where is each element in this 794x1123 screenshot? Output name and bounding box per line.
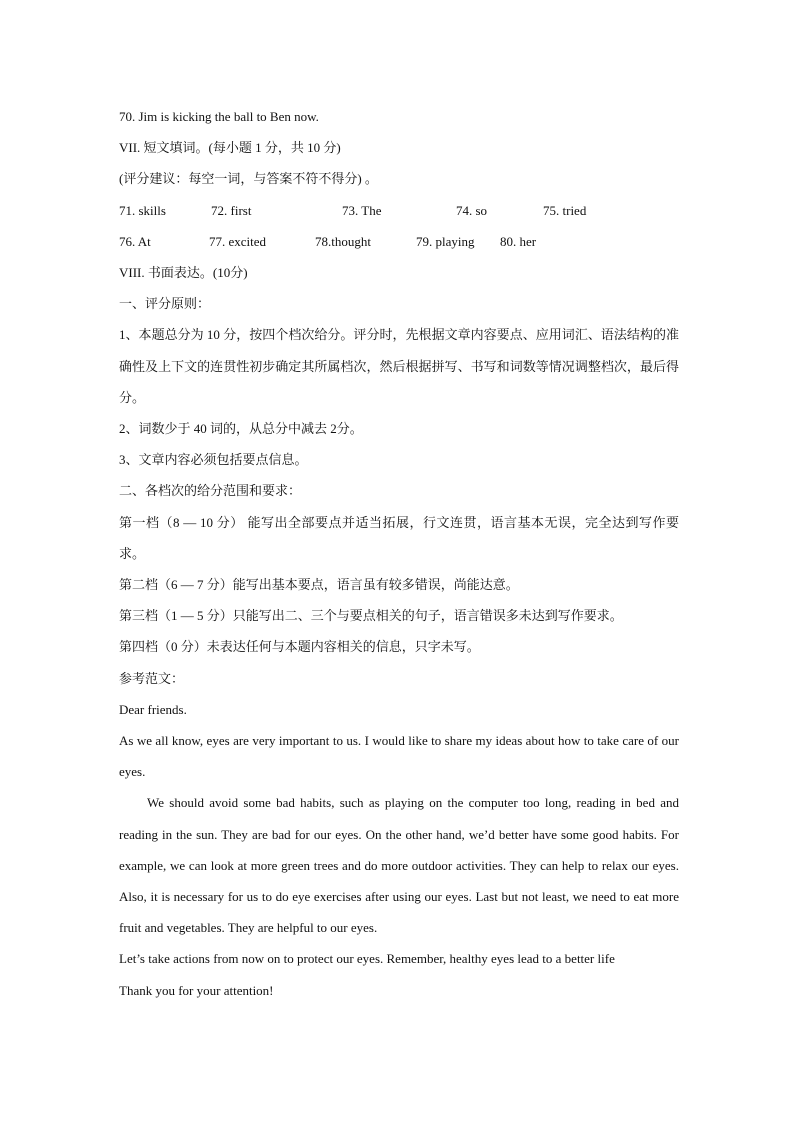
- answer-70: 70. Jim is kicking the ball to Ben now.: [119, 109, 319, 124]
- sample-closing: Thank you for your attention!: [119, 982, 274, 998]
- sample-title: 参考范文：: [119, 670, 185, 686]
- answers-row-1: [119, 195, 679, 226]
- answer-80: 80. her: [500, 233, 537, 249]
- answer-74: 74. so: [456, 202, 488, 218]
- level-1: 第一档（8 — 10 分） 能写出全部要点并适当拓展，行文连贯，语言基本无误，完全达到写作要求。: [119, 514, 679, 561]
- answer-79: 79. playing: [416, 233, 475, 249]
- principle-1: 1、本题总分为 10 分，按四个档次给分。评分时，先根据文章内容要点、应用词汇、语法结构的准确性及上下文的连贯性初步确定其所属档次，然后根据拼写、书写和词数等情况调整档次，最后得分。: [119, 327, 679, 405]
- section-7-title: VII. 短文填词。(每小题 1 分，共 10 分): [119, 140, 341, 156]
- answer-78: 78.thought: [315, 233, 371, 249]
- answer-76: 76. At: [119, 233, 151, 249]
- sample-paragraph-3: Let’s take actions from now on to protect our eyes. Remember, healthy eyes lead to a better life: [119, 951, 615, 967]
- level-2: 第二档（6 — 7 分）能写出基本要点，语言虽有较多错误，尚能达意。: [119, 577, 519, 593]
- sample-paragraph-1: As we all know, eyes are very important to us. I would like to share my ideas about how to take care of our eyes.: [119, 733, 679, 780]
- answer-72: 72. first: [211, 202, 252, 218]
- level-3: 第三档（1 — 5 分）只能写出二、三个与要点相关的句子，语言错误多未达到写作要求。: [119, 608, 623, 624]
- principle-title: 一、评分原则：: [119, 296, 211, 312]
- levels-title: 二、各档次的给分范围和要求：: [119, 483, 302, 499]
- level-4: 第四档（0 分）未表达任何与本题内容相关的信息，只字未写。: [119, 639, 480, 655]
- answer-71: 71. skills: [119, 202, 166, 218]
- section-8-title: VIII. 书面表达。(10分): [119, 265, 248, 281]
- section-7-note: (评分建议：每空一词，与答案不符不得分) 。: [119, 171, 378, 187]
- answers-row-2: [119, 226, 679, 257]
- principle-2: 2、词数少于 40 词的，从总分中减去 2分。: [119, 421, 363, 437]
- principle-3: 3、文章内容必须包括要点信息。: [119, 452, 308, 468]
- answer-77: 77. excited: [209, 233, 267, 249]
- sample-salutation: Dear friends.: [119, 701, 187, 717]
- answer-75: 75. tried: [543, 202, 587, 218]
- sample-paragraph-2: We should avoid some bad habits, such as playing on the computer too long, reading in bed and reading in the sun. They are bad for our eyes. On the other hand, we’d better have some good habits. For example, we can look at more green trees and do more outdoor activities. They can help to relax our eyes. Also, it is necessary for us to do eye exercises after using our eyes. Last but not least, we need to eat more fruit and vegetables. They are helpful to our eyes.: [119, 795, 679, 936]
- document-body: [119, 101, 679, 1006]
- answer-73: 73. The: [342, 202, 382, 218]
